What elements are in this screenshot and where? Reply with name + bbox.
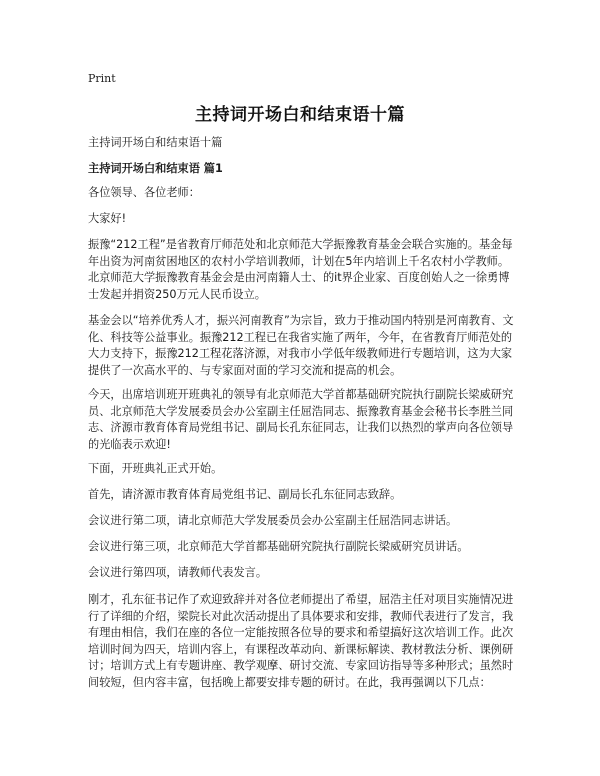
paragraph-item-2: 会议进行第二项，请北京师范大学发展委员会办公室副主任屈浩同志讲话。 (88, 514, 458, 527)
paragraph-item-3: 会议进行第三项，北京师范大学首都基础研究院执行副院长梁威研究员讲话。 (88, 540, 469, 553)
print-label[interactable]: Print (88, 72, 116, 85)
paragraph-hello: 大家好! (88, 212, 127, 225)
paragraph-item-1: 首先，请济源市教育体育局党组书记、副局长孔东征同志致辞。 (88, 488, 402, 501)
paragraph-foundation: 基金会以“培养优秀人才，振兴河南教育”为宗旨，致力于推动国内特别是河南教育、文化、科技等公益事业。振豫212工程已在我省实施了两年，今年，在省教育厅师范处的大力支持下，振豫212工程花落济源，对我市小学低年级教师进行专题培训，这为大家提供了一次高水平的、与专家面对面的学习交流和提高的机会。 (88, 314, 514, 377)
document-title: 主持词开场白和结束语十篇 (195, 105, 405, 125)
paragraph-project-intro: 振豫“212工程”是省教育厅师范处和北京师范大学振豫教育基金会联合实施的。基金每年出资为河南贫困地区的农村小学培训教师，计划在5年内培训上千名农村小学教师。北京师范大学振豫教育基金会是由河南籍人士、的it界企业家、百度创始人之一徐勇博士发起并捐资250万元人民币设立。 (88, 238, 513, 301)
paragraph-greeting: 各位领导、各位老师： (88, 186, 200, 199)
section-heading: 主持词开场白和结束语 篇1 (88, 162, 223, 175)
document-subtitle: 主持词开场白和结束语十篇 (88, 136, 223, 149)
paragraph-guests: 今天，出席培训班开班典礼的领导有北京师范大学首都基础研究院执行副院长梁威研究员、北京师范大学发展委员会办公室副主任屈浩同志、振豫教育基金会秘书长李胜兰同志、济源市教育体育局党组书记、副局长孔东征同志，让我们以热烈的掌声向各位领导的光临表示欢迎! (88, 388, 514, 451)
paragraph-item-4: 会议进行第四项，请教师代表发言。 (88, 566, 268, 579)
paragraph-summary: 刚才，孔东征书记作了欢迎致辞并对各位老师提出了希望，屈浩主任对项目实施情况进行了详细的介绍，梁院长对此次活动提出了具体要求和安排，教师代表进行了发言，我有理由相信，我们在座的各位一定能按照各位导的要求和希望搞好这次培训工作。此次培训时间为四天，培训内容上，有课程改革动向、新课标解读、教材教法分析、课例研讨；培训方式上有专题讲座、教学观摩、研讨交流、专家回访指导等多种形式；虽然时间较短，但内容丰富，包括晚上都要安排专题的研讨。在此，我再强调以下几点： (88, 593, 514, 689)
paragraph-ceremony-start: 下面，开班典礼正式开始。 (88, 462, 223, 475)
